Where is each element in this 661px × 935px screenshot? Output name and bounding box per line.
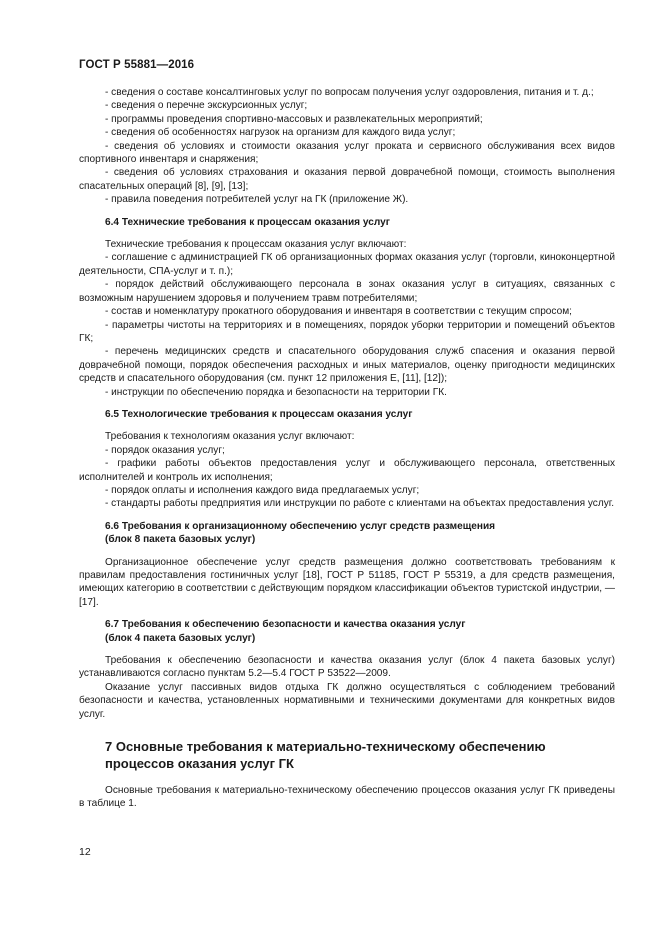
paragraph: Организационное обеспечение услуг средств размещения должно соответствовать требованиям к правилам предоставления гостиничных услуг [18], ГОСТ Р 51185, ГОСТ Р 55319, а для средств размещения, имеющих категорию в соответствии с действующим порядком классификации объектов туристской индустрии, — [17]. bbox=[79, 556, 615, 608]
list-item: - порядок оплаты и исполнения каждого вида предлагаемых услуг; bbox=[105, 484, 420, 496]
list-item: - перечень медицинских средств и спасательного оборудования служб спасения и оказания первой доврачебной помощи, порядок обеспечения расходных и иных материалов, оценку пригодности медицинских средств и спасательного оборудования (см. пункт 12 приложения Е, [11], [12]); bbox=[79, 346, 615, 385]
list-item: - сведения о перечне экскурсионных услуг; bbox=[105, 100, 308, 112]
list-item: - сведения о составе консалтинговых услуг по вопросам получения услуг оздоровления, питания и т. д.; bbox=[105, 87, 594, 98]
list-item: - соглашение с администрацией ГК об организационных формах оказания услуг (торговли, киноконцертной деятельности, СПА-услуг и т. п.); bbox=[79, 252, 615, 277]
list-item: - программы проведения спортивно-массовых и развлекательных мероприятий; bbox=[105, 113, 483, 125]
list-item: - сведения об условиях и стоимости оказания услуг проката и сервисного обслуживания всех видов спортивного инвентаря и снаряжения; bbox=[79, 140, 615, 166]
list-item: - сведения об условиях страхования и оказания первой доврачебной помощи, стоимость выполнения спасательных операций [8], [9], [13]; bbox=[79, 167, 615, 192]
section-heading-6-6 bbox=[79, 520, 615, 547]
section-heading-line: 6.7 Требования к обеспечению безопасности и качества оказания услуг bbox=[105, 619, 466, 631]
section-6-6-body bbox=[79, 556, 615, 610]
section-heading-6-5: 6.5 Технологические требования к процессам оказания услуг bbox=[105, 408, 413, 420]
section-heading-6-7 bbox=[79, 618, 615, 645]
section-7-body bbox=[79, 784, 615, 811]
list-item: - состав и номенклатуру прокатного оборудования и инвентаря в соответствии с текущим спросом; bbox=[105, 306, 572, 318]
page-content bbox=[79, 86, 615, 811]
section-heading-line: (блок 4 пакета базовых услуг) bbox=[105, 632, 256, 644]
list-item: - порядок действий обслуживающего персонала в зонах оказания услуг в ситуациях, связанных с возможным нарушением здоровья и получением травм потребителями; bbox=[79, 279, 615, 304]
list-item: - стандарты работы предприятия или инструкции по работе с клиентами на объектах предоставления услуг. bbox=[105, 498, 615, 510]
page-number: 12 bbox=[79, 846, 91, 858]
list-item: - сведения об особенностях нагрузок на организм для каждого вида услуг; bbox=[105, 127, 456, 139]
document-code: ГОСТ Р 55881—2016 bbox=[79, 59, 195, 71]
paragraph: Оказание услуг пассивных видов отдыха ГК должно осуществляться с соблюдением требований безопасности и качества, установленных нормативными и техническими документами для конкретных видов услуг. bbox=[79, 681, 615, 720]
list-item: - порядок оказания услуг; bbox=[105, 444, 225, 456]
section-6-4-body bbox=[79, 238, 615, 399]
section-6-5-body bbox=[79, 430, 615, 510]
list-block-info bbox=[79, 86, 615, 207]
section-heading-line: (блок 8 пакета базовых услуг) bbox=[105, 534, 256, 546]
section-heading-7: 7 Основные требования к материально-техническому обеспечению процессов оказания услуг ГК bbox=[105, 739, 546, 771]
list-item: - инструкции по обеспечению порядка и безопасности на территории ГК. bbox=[105, 386, 447, 398]
section-heading-6-4: 6.4 Технические требования к процессам оказания услуг bbox=[105, 216, 390, 228]
list-item: - параметры чистоты на территориях и в помещениях, порядок уборки территории и помещений объектов ГК; bbox=[79, 319, 615, 344]
section-6-7-body bbox=[79, 654, 615, 721]
paragraph: Требования к обеспечению безопасности и качества оказания услуг (блок 4 пакета базовых услуг) устанавливаются согласно пунктам 5.2—5.4 ГОСТ Р 53522—2009. bbox=[79, 655, 615, 680]
section-heading-line: 6.6 Требования к организационному обеспечению услуг средств размещения bbox=[105, 520, 496, 532]
list-item: - правила поведения потребителей услуг на ГК (приложение Ж). bbox=[105, 194, 409, 206]
list-item: - графики работы объектов предоставления услуг и обслуживающего персонала, ответственных исполнителей и контроль их исполнения; bbox=[79, 458, 615, 483]
paragraph: Требования к технологиям оказания услуг включают: bbox=[105, 431, 355, 443]
paragraph: Технические требования к процессам оказания услуг включают: bbox=[105, 239, 407, 251]
paragraph: Основные требования к материально-техническому обеспечению процессов оказания услуг ГК приведены в таблице 1. bbox=[79, 785, 615, 810]
